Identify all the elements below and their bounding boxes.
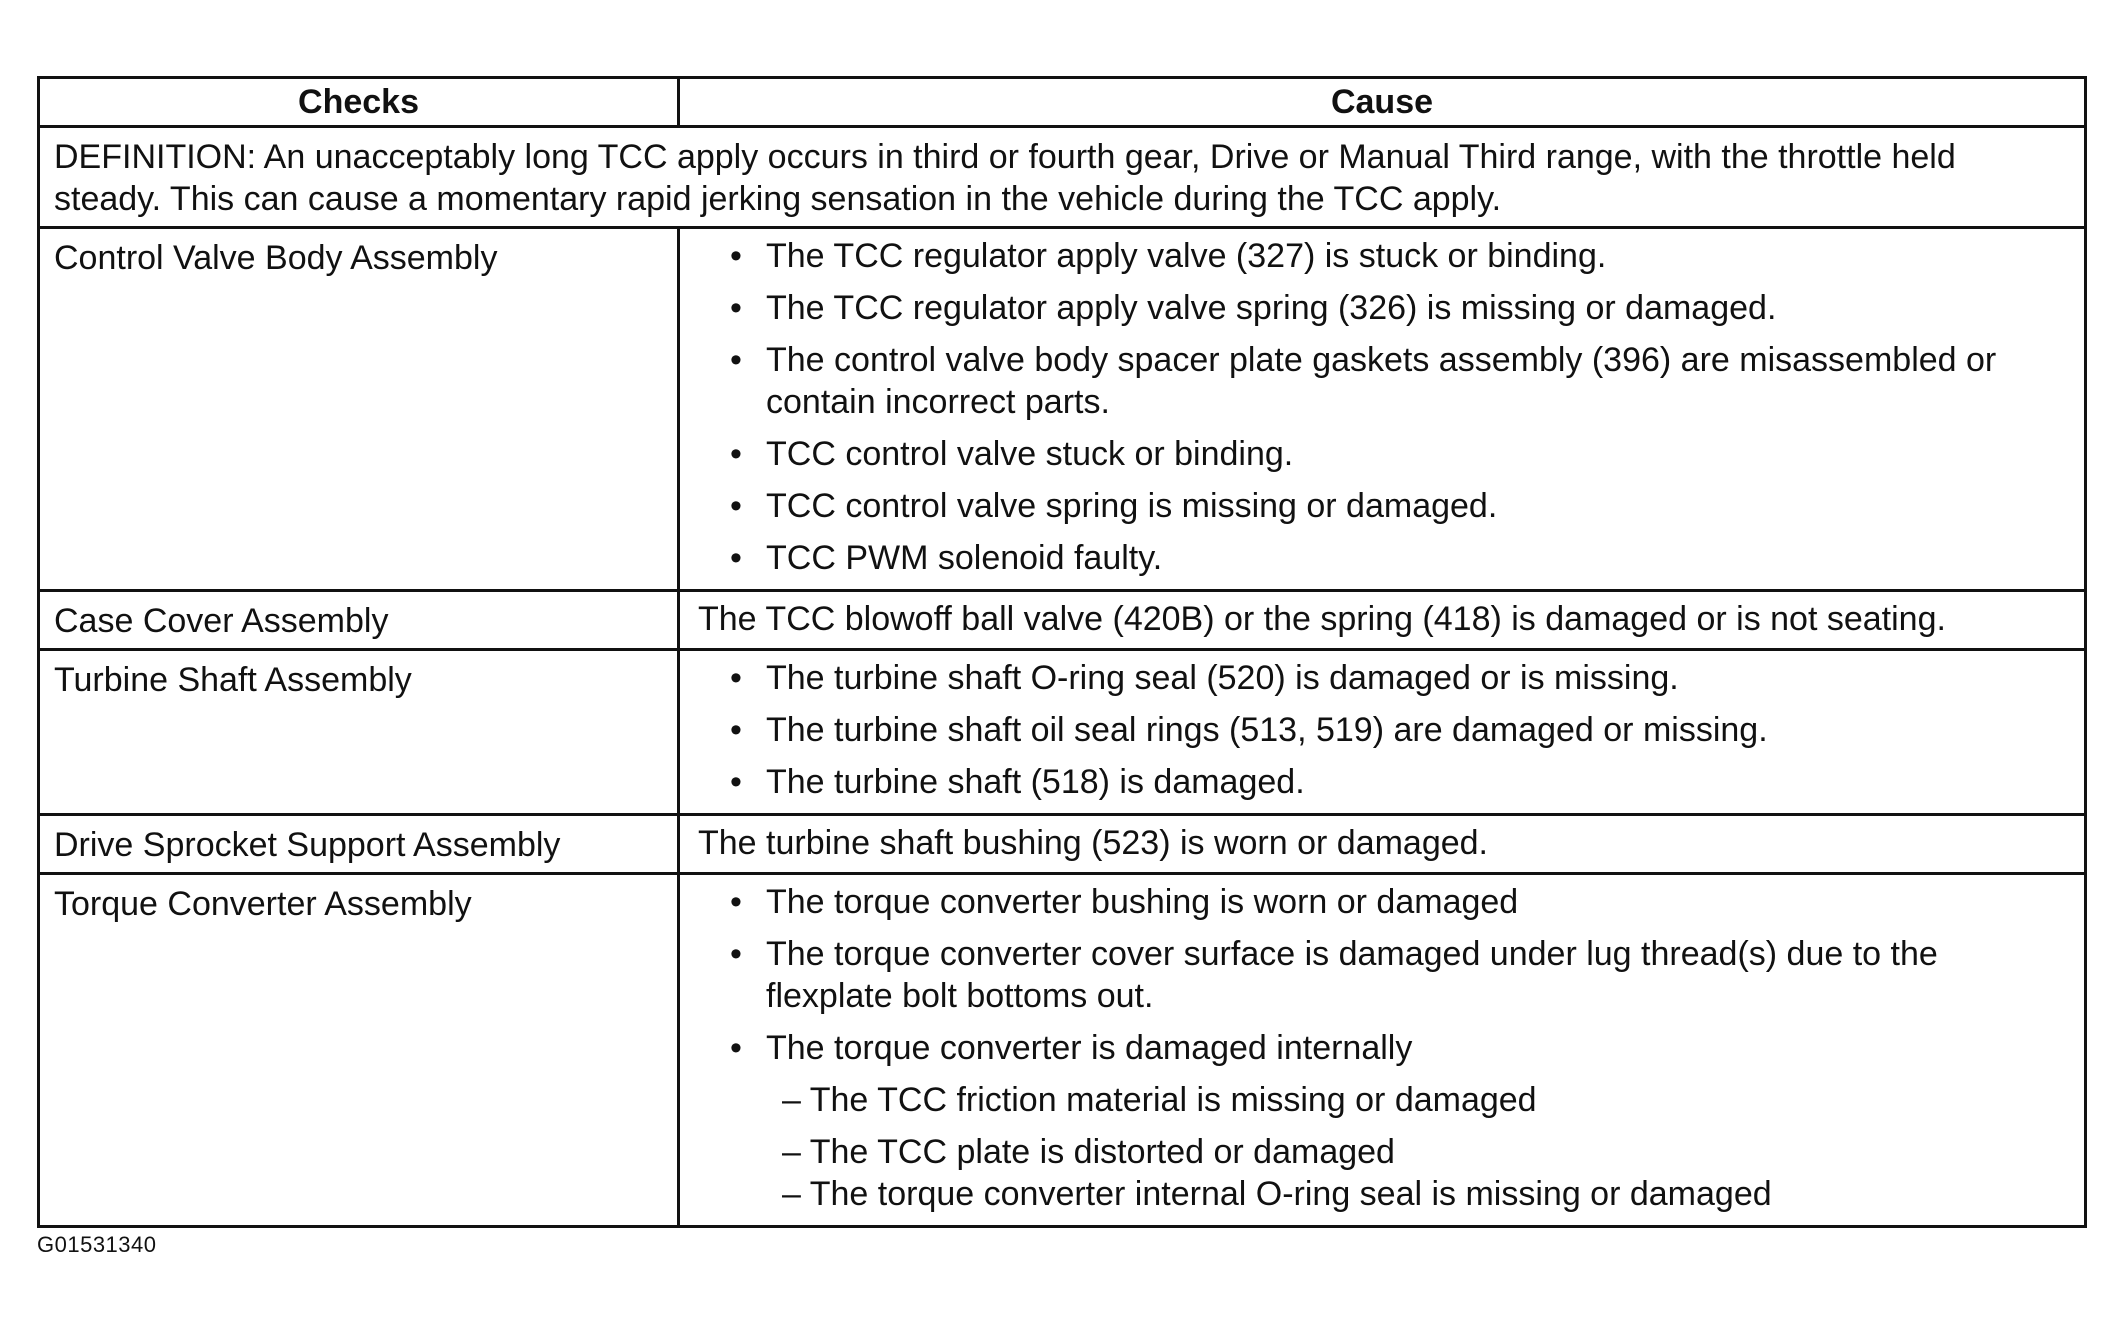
definition-text: DEFINITION: An unacceptably long TCC apply occurs in third or fourth gear, Drive or Manual Third range, with the throttle held steady. This can cause a momentary rapid jerking sensation in the vehicle during the TCC apply. [39, 127, 2086, 228]
checks-header: Checks [39, 78, 679, 127]
cause-item [698, 287, 2064, 329]
bullet-icon: • [730, 539, 742, 577]
bullet-icon: • [730, 935, 742, 973]
table-row [39, 874, 2086, 1227]
cause-list [698, 657, 2064, 803]
check-cell: Case Cover Assembly [39, 591, 679, 650]
cause-text: The torque converter bushing is worn or damaged [766, 883, 1519, 921]
cause-list [698, 235, 2064, 579]
table-row [39, 650, 2086, 815]
diagnostic-table [37, 76, 2087, 1228]
bullet-icon: • [730, 1029, 742, 1067]
cause-text: The control valve body spacer plate gaskets assembly (396) are misassembled or contain incorrect parts. [766, 341, 1997, 421]
cause-text: The torque converter is damaged internally [766, 1029, 1413, 1067]
cause-text: The turbine shaft oil seal rings (513, 519) are damaged or missing. [766, 711, 1768, 749]
cause-text: The torque converter cover surface is damaged under lug thread(s) due to the flexplate bolt bottoms out. [766, 935, 1938, 1015]
sub-cause-list [766, 1079, 2064, 1215]
sub-cause-item: – The TCC plate is distorted or damaged [782, 1133, 1395, 1171]
sub-cause-item: – The torque converter internal O-ring seal is missing or damaged [782, 1175, 1772, 1213]
bullet-icon: • [730, 883, 742, 921]
cause-text: TCC PWM solenoid faulty. [766, 539, 1163, 577]
bullet-icon: • [730, 237, 742, 275]
sub-cause-item: – The TCC friction material is missing or damaged [782, 1081, 1537, 1119]
check-cell: Turbine Shaft Assembly [39, 650, 679, 815]
definition-row [39, 127, 2086, 228]
cause-cell [679, 650, 2086, 815]
cause-item [698, 433, 2064, 475]
cause-item [698, 933, 2064, 1017]
bullet-icon: • [730, 659, 742, 697]
table-row [39, 228, 2086, 591]
cause-header: Cause [679, 78, 2086, 127]
cause-item [698, 709, 2064, 751]
cause-cell [679, 874, 2086, 1227]
cause-text: The turbine shaft (518) is damaged. [766, 763, 1305, 801]
cause-cell: The turbine shaft bushing (523) is worn or damaged. [679, 815, 2086, 874]
check-cell: Control Valve Body Assembly [39, 228, 679, 591]
cause-item [698, 881, 2064, 923]
cause-item [698, 657, 2064, 699]
header-row [39, 78, 2086, 127]
cause-cell [679, 228, 2086, 591]
cause-text: TCC control valve spring is missing or damaged. [766, 487, 1498, 525]
cause-item [698, 339, 2064, 423]
cause-text: The turbine shaft O-ring seal (520) is damaged or is missing. [766, 659, 1679, 697]
bullet-icon: • [730, 487, 742, 525]
figure-id: G01531340 [37, 1232, 157, 1257]
table-row [39, 591, 2086, 650]
bullet-icon: • [730, 289, 742, 327]
cause-item [698, 761, 2064, 803]
cause-item [698, 235, 2064, 277]
cause-text: The TCC regulator apply valve spring (326) is missing or damaged. [766, 289, 1777, 327]
check-cell: Drive Sprocket Support Assembly [39, 815, 679, 874]
bullet-icon: • [730, 763, 742, 801]
bullet-icon: • [730, 341, 742, 379]
cause-item [698, 1027, 2064, 1215]
cause-text: The TCC regulator apply valve (327) is stuck or binding. [766, 237, 1607, 275]
cause-item [698, 485, 2064, 527]
bullet-icon: • [730, 711, 742, 749]
cause-cell: The TCC blowoff ball valve (420B) or the spring (418) is damaged or is not seating. [679, 591, 2086, 650]
cause-text: TCC control valve stuck or binding. [766, 435, 1294, 473]
cause-list [698, 881, 2064, 1215]
cause-item [698, 537, 2064, 579]
table-row [39, 815, 2086, 874]
check-cell: Torque Converter Assembly [39, 874, 679, 1227]
bullet-icon: • [730, 435, 742, 473]
